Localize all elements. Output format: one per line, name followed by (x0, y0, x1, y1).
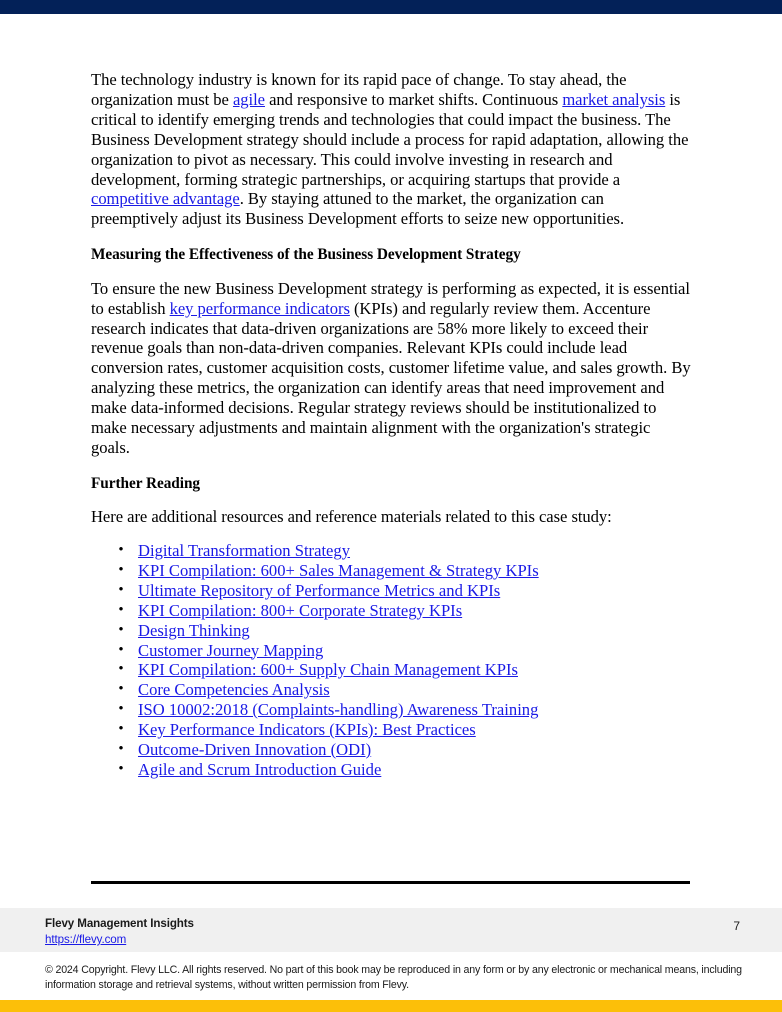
footer-copyright-text: © 2024 Copyright. Flevy LLC. All rights reserved. No part of this book may be reproduced in any form or by any electronic or mechanical means, including information storage and retrieval systems, without written permission from Flevy. (45, 964, 742, 991)
list-item (91, 740, 691, 760)
bullet-icon: • (118, 621, 124, 638)
footer-website-link[interactable]: https://flevy.com (45, 933, 127, 946)
further-reading-link-12[interactable]: Agile and Scrum Introduction Guide (138, 759, 382, 779)
heading-further-reading: Further Reading (91, 474, 201, 492)
paragraph-1-text-2: and responsive to market shifts. Continuous (264, 89, 563, 109)
link-agile[interactable]: agile (232, 89, 265, 109)
list-item (91, 680, 691, 700)
list-item (91, 720, 691, 740)
list-item (91, 601, 691, 621)
further-reading-link-1[interactable]: Digital Transformation Strategy (138, 541, 351, 561)
link-competitive-advantage[interactable]: competitive advantage (91, 189, 240, 209)
top-banner (0, 0, 782, 14)
list-item (91, 700, 691, 720)
list-item (91, 581, 691, 601)
bullet-icon: • (118, 740, 124, 757)
paragraph-further-reading-intro: Here are additional resources and reference materials related to this case study: (91, 507, 612, 527)
list-item (91, 641, 691, 661)
paragraph-1-text-3: is critical to identify emerging trends and technologies that could impact the business. The Business Development strategy should include a process for rapid adaptation, allowing the organization to pivot as necessary. This could involve investing in research and development, forming strategic partnerships, or acquiring startups that provide a (91, 89, 689, 189)
paragraph-1-text-1: The technology industry is known for its rapid pace of change. To stay ahead, the organization must be (91, 70, 627, 109)
paragraph-technology-industry (91, 70, 691, 229)
paragraph-kpi-measurement (91, 279, 691, 458)
bullet-icon: • (118, 661, 124, 678)
further-reading-link-2[interactable]: KPI Compilation: 600+ Sales Management & Strategy KPIs (138, 561, 539, 581)
footer-brand-block (45, 917, 194, 947)
list-item (91, 760, 691, 780)
bullet-icon: • (118, 562, 124, 579)
further-reading-link-3[interactable]: Ultimate Repository of Performance Metrics and KPIs (138, 581, 501, 600)
bullet-icon: • (118, 720, 124, 737)
heading-measuring-effectiveness: Measuring the Effectiveness of the Business Development Strategy (91, 246, 521, 264)
further-reading-link-8[interactable]: Core Competencies Analysis (138, 680, 330, 700)
spacer (91, 527, 691, 541)
footer-divider-rule (91, 881, 690, 884)
further-reading-link-4[interactable]: KPI Compilation: 800+ Corporate Strategy KPIs (138, 600, 463, 620)
link-key-performance-indicators[interactable]: key performance indicators (169, 298, 350, 318)
paragraph-1-text-4: . By staying attuned to the market, the organization can preemptively adjust its Business Development efforts to seize new opportunities. (91, 189, 625, 229)
paragraph-2-text-1: To ensure the new Business Development strategy is performing as expected, it is essential to establish (91, 278, 690, 318)
spacer (91, 458, 691, 474)
bullet-icon: • (118, 582, 124, 598)
spacer (91, 229, 691, 245)
footer-brand-name: Flevy Management Insights (45, 917, 194, 930)
further-reading-link-6[interactable]: Customer Journey Mapping (138, 640, 324, 660)
page-number: 7 (733, 919, 740, 933)
paragraph-2-text-2: (KPIs) and regularly review them. Accenture research indicates that data-driven organizations are 58% more likely to exceed their revenue goals than non-data-driven companies. Relevant KPIs could include lead conversion rates, customer acquisition costs, customer lifetime value, and sales growth. By analyzing these metrics, the organization can identify areas that need improvement and make data-informed decisions. Regular strategy reviews should be institutionalized to make necessary adjustments and maintain alignment with the organization's strategic goals. (91, 298, 691, 457)
further-reading-link-11[interactable]: Outcome-Driven Innovation (ODI) (138, 739, 372, 759)
bullet-icon: • (118, 701, 124, 718)
bullet-icon: • (118, 601, 124, 618)
page-content (91, 70, 691, 779)
spacer (91, 265, 691, 279)
list-item (91, 541, 691, 561)
further-reading-link-9[interactable]: ISO 10002:2018 (Complaints-handling) Awareness Training (138, 700, 539, 720)
list-item (91, 660, 691, 680)
list-item (91, 621, 691, 641)
further-reading-link-5[interactable]: Design Thinking (138, 620, 250, 640)
bottom-accent-bar (0, 1000, 782, 1012)
bullet-icon: • (118, 641, 124, 658)
link-market-analysis[interactable]: market analysis (562, 89, 666, 109)
bullet-icon: • (118, 681, 124, 698)
bullet-icon: • (118, 542, 124, 559)
further-reading-link-7[interactable]: KPI Compilation: 600+ Supply Chain Management KPIs (138, 660, 518, 680)
spacer (91, 493, 691, 507)
further-reading-link-10[interactable]: Key Performance Indicators (KPIs): Best Practices (138, 719, 476, 739)
bullet-icon: • (118, 760, 124, 777)
list-item (91, 561, 691, 581)
further-reading-list (91, 541, 691, 779)
